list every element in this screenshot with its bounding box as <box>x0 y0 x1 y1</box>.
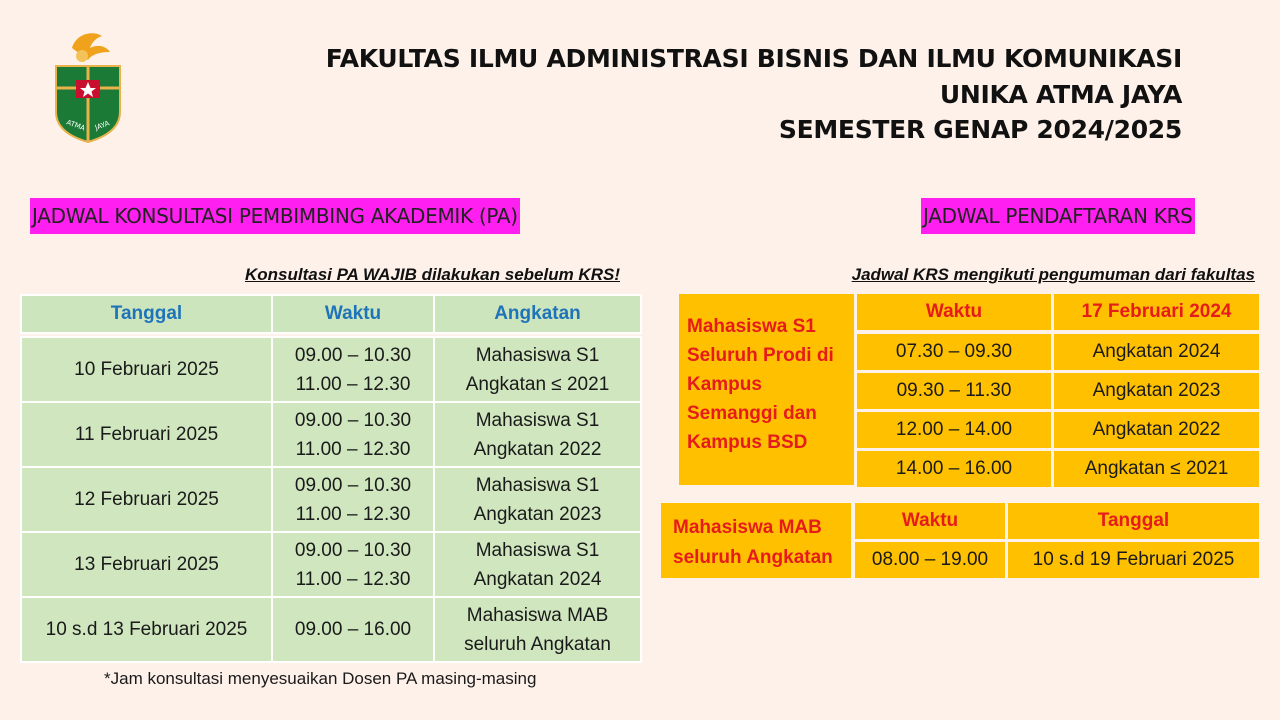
svg-text:ATMA: ATMA <box>65 118 87 133</box>
row-group: Mahasiswa S1 Angkatan 2022 <box>434 402 641 467</box>
header-faculty: FAKULTAS ILMU ADMINISTRASI BISNIS DAN ILMU KOMUNIKASI <box>325 44 1182 73</box>
pa-schedule-table <box>20 294 642 663</box>
table-row <box>21 337 641 402</box>
row-time: 09.00 – 16.00 <box>272 597 434 662</box>
svg-text:JAYA: JAYA <box>93 119 111 132</box>
krs-mab-time: 08.00 – 19.00 <box>855 542 1005 578</box>
krs-mab-date: 10 s.d 19 Februari 2025 <box>1008 542 1259 578</box>
header-semester: SEMESTER GENAP 2024/2025 <box>778 115 1182 144</box>
krs-s1-time: 09.30 – 11.30 <box>857 373 1051 409</box>
row-group: Mahasiswa S1 Angkatan ≤ 2021 <box>434 337 641 402</box>
table-header-row <box>21 295 641 333</box>
row-group: Mahasiswa S1 Angkatan 2024 <box>434 532 641 597</box>
krs-s1-label: Mahasiswa S1 Seluruh Prodi di Kampus Semanggi dan Kampus BSD <box>679 294 854 485</box>
row-date: 13 Februari 2025 <box>21 532 272 597</box>
pa-section-title: JADWAL KONSULTASI PEMBIMBING AKADEMIK (PA) <box>30 198 520 234</box>
row-time: 09.00 – 10.30 11.00 – 12.30 <box>272 337 434 402</box>
krs-mab-head-date: Tanggal <box>1008 503 1259 539</box>
krs-s1-head-time: Waktu <box>857 294 1051 330</box>
krs-note: Jadwal KRS mengikuti pengumuman dari fakultas <box>851 265 1255 284</box>
krs-mab-head-time: Waktu <box>855 503 1005 539</box>
row-date: 10 Februari 2025 <box>21 337 272 402</box>
table-row <box>21 597 641 662</box>
university-logo <box>52 26 124 144</box>
krs-s1-group: Angkatan ≤ 2021 <box>1054 451 1259 487</box>
krs-s1-time: 14.00 – 16.00 <box>857 451 1051 487</box>
row-date: 12 Februari 2025 <box>21 467 272 532</box>
krs-section-title: JADWAL PENDAFTARAN KRS <box>921 198 1195 234</box>
header-tanggal: Tanggal <box>21 295 272 333</box>
krs-s1-group: Angkatan 2022 <box>1054 412 1259 448</box>
row-group: Mahasiswa S1 Angkatan 2023 <box>434 467 641 532</box>
row-group: Mahasiswa MAB seluruh Angkatan <box>434 597 641 662</box>
row-time: 09.00 – 10.30 11.00 – 12.30 <box>272 467 434 532</box>
row-date: 11 Februari 2025 <box>21 402 272 467</box>
header-angkatan: Angkatan <box>434 295 641 333</box>
pa-note: Konsultasi PA WAJIB dilakukan sebelum KRS! <box>244 265 620 284</box>
table-row <box>21 532 641 597</box>
krs-mab-label: Mahasiswa MAB seluruh Angkatan <box>661 503 851 578</box>
header-university: UNIKA ATMA JAYA <box>939 80 1182 109</box>
row-time: 09.00 – 10.30 11.00 – 12.30 <box>272 532 434 597</box>
krs-s1-head-date: 17 Februari 2024 <box>1054 294 1259 330</box>
row-date: 10 s.d 13 Februari 2025 <box>21 597 272 662</box>
krs-s1-time: 07.30 – 09.30 <box>857 334 1051 370</box>
table-row <box>21 467 641 532</box>
krs-s1-time: 12.00 – 14.00 <box>857 412 1051 448</box>
header-waktu: Waktu <box>272 295 434 333</box>
pa-footnote: *Jam konsultasi menyesuaikan Dosen PA masing-masing <box>104 669 537 688</box>
table-row <box>21 402 641 467</box>
krs-s1-group: Angkatan 2024 <box>1054 334 1259 370</box>
krs-s1-group: Angkatan 2023 <box>1054 373 1259 409</box>
row-time: 09.00 – 10.30 11.00 – 12.30 <box>272 402 434 467</box>
